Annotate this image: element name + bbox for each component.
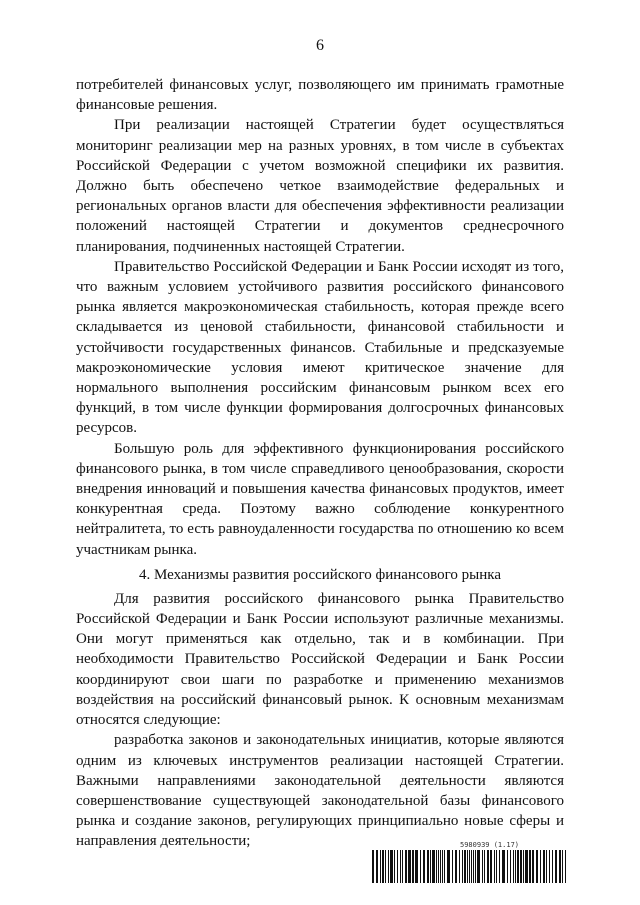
paragraph: разработка законов и законодательных инициатив, которые являются одним из ключевых инструментов реализации настоящей Стратегии. Важными направлениями законодательной деятельности являются совершенствование существующей законодательной базы финансового рынка и создание законов, регулирующих принципиально новые сферы и направления деятельности;	[76, 732, 564, 850]
section-heading: 4. Механизмы развития российского финансового рынка	[139, 566, 501, 583]
paragraphs-before-heading	[76, 75, 564, 560]
barcode-label: 5980939 (1.17)	[460, 841, 520, 849]
paragraph: Правительство Российской Федерации и Банк России исходят из того, что важным условием устойчивого развития российского финансового рынка является макроэкономическая стабильность, которая прежде всего складывается из ценовой стабильности, финансовой стабильности и устойчивости государственных финансов. Стабильные и предсказуемые макроэкономические условия имеют критическое значение для нормального выполнения российским финансовым рынком всех его функций, в том числе функции формирования долгосрочных финансовых ресурсов.	[76, 258, 564, 437]
paragraph: Для развития российского финансового рынка Правительство Российской Федерации и Банк России используют различные механизмы. Они могут применяться как отдельно, так и в комбинации. При необходимости Правительство Российской Федерации и Банк России координируют свои шаги по разработке и применению механизмов воздействия на российский финансовый рынок. К основным механизмам относятся следующие:	[76, 590, 564, 729]
page-number: 6	[316, 37, 324, 54]
paragraph: Большую роль для эффективного функционирования российского финансового рынка, в том числе справедливого ценообразования, скорости внедрения инноваций и повышения качества финансовых продуктов, имеет конкурентная среда. Поэтому важно соблюдение конкурентного нейтралитета, то есть равноудаленности государства по отношению ко всем участникам рынка.	[76, 440, 564, 558]
barcode-icon	[372, 850, 568, 883]
paragraph: При реализации настоящей Стратегии будет осуществляться мониторинг реализации мер на разных уровнях, в том числе в субъектах Российской Федерации с учетом возможной специфики их развития. Должно быть обеспечено четкое взаимодействие федеральных и региональных органов власти для обеспечения эффективности реализации положений настоящей Стратегии и документов среднесрочного планирования, подчиненных настоящей Стратегии.	[76, 117, 564, 255]
paragraph: потребителей финансовых услуг, позволяющего им принимать грамотные финансовые решения.	[76, 77, 564, 114]
paragraphs-after-heading	[76, 589, 564, 852]
page-body	[76, 75, 564, 852]
document-barcode	[372, 841, 568, 883]
